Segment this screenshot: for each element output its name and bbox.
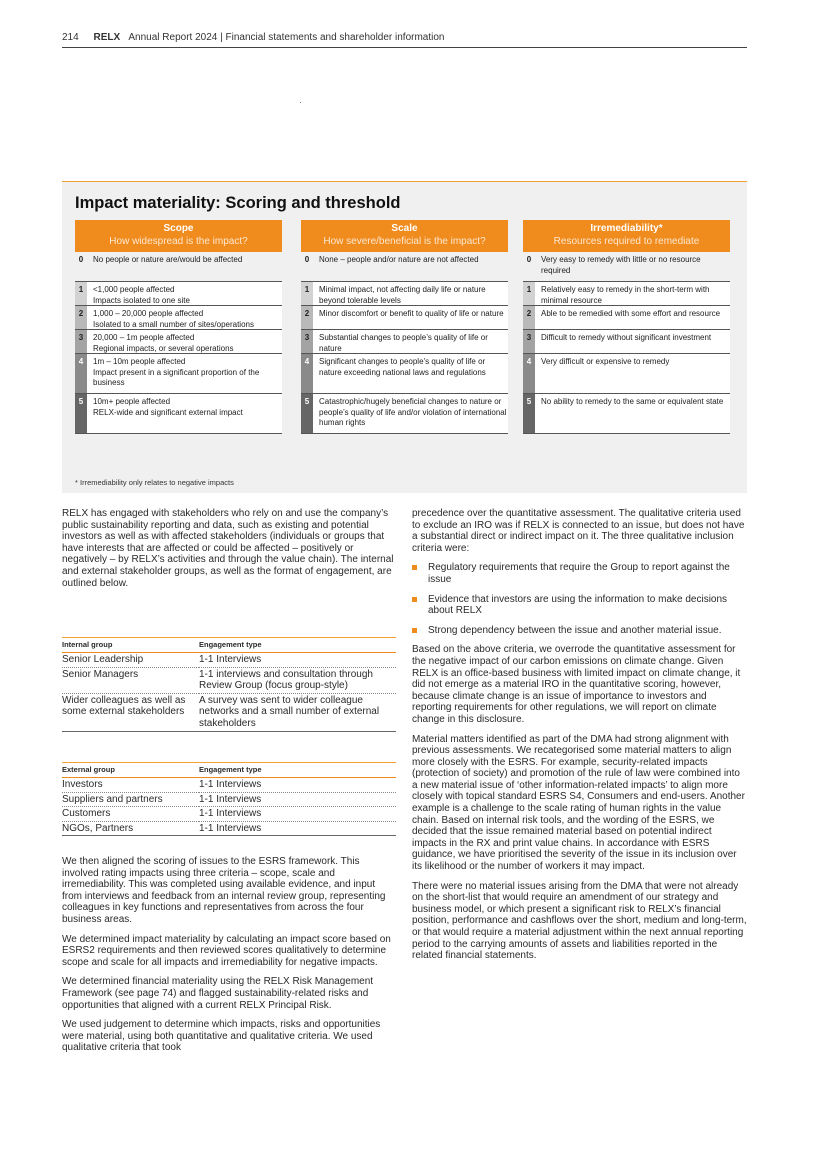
table-header: Engagement type xyxy=(199,638,396,653)
table-header: Engagement type xyxy=(199,763,396,778)
score-description: Catastrophic/hugely beneficial changes to nature or people’s quality of life and/or violation of international human rights xyxy=(313,394,508,433)
score-row xyxy=(301,282,508,306)
score-description: Substantial changes to people’s quality of life or nature xyxy=(313,330,508,353)
score-number: 5 xyxy=(523,394,535,433)
right-column xyxy=(412,508,748,970)
score-number: 5 xyxy=(301,394,313,433)
irremediability-column xyxy=(523,220,730,434)
score-number: 1 xyxy=(75,282,87,305)
group-cell: Wider colleagues as well as some external stakeholders xyxy=(62,693,199,731)
body-paragraph: Material matters identified as part of the DMA had strong alignment with previous assessments. We recategorised some material matters to align more closely with the ESRS. For example, security-related impacts (protection of society) and promotion of the rule of law were combined into a new material issue of ‘other information-related impacts’ to align more closely with topical standard ESRS S4, Consumers and end-users. Another example is a challenge to the scale rating of human rights in the value chain. Based on internal risk tools, and the wording of the ESRS, we decided that the issue remained material based on potential indirect impacts in the RX and print value chains. In accordance with ESRS guidance, we have prioritised the severity of the issue in its inclusion over its likelihood or the number of workers it may impact. xyxy=(412,733,745,873)
scale-column xyxy=(301,220,508,434)
score-row xyxy=(523,252,730,282)
group-cell: Senior Managers xyxy=(62,667,199,693)
score-number: 3 xyxy=(75,330,87,353)
score-description: No people or nature are/would be affected xyxy=(87,252,282,281)
score-description: Minor discomfort or benefit to quality of life or nature xyxy=(313,306,508,329)
score-row xyxy=(301,330,508,354)
body-paragraph: We used judgement to determine which impacts, risks and opportunities were material, using both quantitative and qualitative criteria. We used qualitative criteria that took xyxy=(62,1019,381,1054)
body-paragraph: There were no material issues arising from the DMA that were not already on the short-list that would require an amendment of our strategy and business model, or which present a significant risk to RELX’s financial position, performance and cashflows over the short, medium and long-term, or that would require a material adjustment within the next annual reporting period to the carrying amounts of assets and liabilities reported in the related financial statements. xyxy=(412,880,747,962)
score-row xyxy=(523,282,730,306)
score-row xyxy=(75,252,282,282)
score-number: 2 xyxy=(301,306,313,329)
table-row xyxy=(62,693,396,731)
internal-engagement-table xyxy=(62,637,396,732)
list-item: Strong dependency between the issue and another material issue. xyxy=(412,625,748,637)
column-subheading: Resources required to remediate xyxy=(553,236,700,247)
score-description: <1,000 people affected Impacts isolated to one site xyxy=(87,282,282,305)
score-row xyxy=(75,330,282,354)
table-row xyxy=(62,778,396,793)
scale-header xyxy=(301,220,508,252)
column-heading: Scope xyxy=(163,223,194,234)
score-row xyxy=(75,282,282,306)
column-subheading: How severe/beneficial is the impact? xyxy=(323,236,486,247)
table-row xyxy=(62,667,396,693)
irremediability-header xyxy=(523,220,730,252)
engagement-cell: 1-1 Interviews xyxy=(199,792,396,807)
body-paragraph: We determined impact materiality by calculating an impact score based on ESRS2 requirements and then reviewed scores qualitatively to determine scope and scale for all impacts and irremediability for negative impacts. xyxy=(62,933,391,968)
table-row xyxy=(62,821,396,836)
engagement-cell: 1-1 interviews and consultation through Review Group (focus group-style) xyxy=(199,667,396,693)
header-title: Annual Report 2024 | Financial statements and shareholder information xyxy=(128,32,445,43)
score-row xyxy=(523,354,730,394)
intro-paragraph: RELX has engaged with stakeholders who rely on and use the company’s public sustainability reporting and data, such as existing and potential investors as well as with affected stakeholders (individuals or groups that have interests that are affected or could be affected – positively or negatively – by RELX’s activities and through the value chain). The internal and external stakeholder groups, as well as the format of engagement, are outlined below. xyxy=(62,508,394,589)
score-row xyxy=(75,354,282,394)
score-description: 1m – 10m people affected Impact present in a significant proportion of the business xyxy=(87,354,282,393)
page-number: 214 xyxy=(62,32,79,43)
column-subheading: How widespread is the impact? xyxy=(109,236,248,247)
group-cell: Investors xyxy=(62,778,199,793)
scale-rows xyxy=(301,252,508,434)
group-cell: Suppliers and partners xyxy=(62,792,199,807)
score-description: 20,000 – 1m people affected Regional impacts, or several operations xyxy=(87,330,282,353)
column-heading: Irremediability* xyxy=(590,223,663,234)
score-number: 0 xyxy=(523,252,535,281)
body-paragraph: Based on the above criteria, we overrode the quantitative assessment for the negative impact of our carbon emissions on climate change. Given RELX is an office-based business with limited impact on climate change, it did not emerge as a material IRO in the quantitative scoring, however, because climate change is an issue of importance to investors and reporting requirements for other regulations, we will report on climate change in this disclosure. xyxy=(412,644,741,725)
group-cell: NGOs, Partners xyxy=(62,821,199,836)
group-cell: Senior Leadership xyxy=(62,653,199,668)
score-row xyxy=(523,306,730,330)
score-row xyxy=(75,394,282,434)
score-description: 10m+ people affected RELX-wide and significant external impact xyxy=(87,394,282,433)
engagement-cell: 1-1 Interviews xyxy=(199,778,396,793)
score-number: 0 xyxy=(301,252,313,281)
score-number: 2 xyxy=(75,306,87,329)
score-description: Very difficult or expensive to remedy xyxy=(535,354,730,393)
score-row xyxy=(301,252,508,282)
body-paragraph: We determined financial materiality using the RELX Risk Management Framework (see page 74) and flagged sustainability-related risks and opportunities that aligned with a current RELX Principal Risk. xyxy=(62,976,374,1011)
score-number: 4 xyxy=(75,354,87,393)
external-engagement-table xyxy=(62,762,396,836)
score-row xyxy=(523,330,730,354)
list-item: Evidence that investors are using the information to make decisions about RELX xyxy=(412,594,748,617)
column-heading: Scale xyxy=(391,223,418,234)
score-description: No ability to remedy to the same or equivalent state xyxy=(535,394,730,433)
table-row xyxy=(62,807,396,822)
score-row xyxy=(523,394,730,434)
score-number: 5 xyxy=(75,394,87,433)
table-row xyxy=(62,653,396,668)
scope-rows xyxy=(75,252,282,434)
score-number: 4 xyxy=(301,354,313,393)
brand-name: RELX xyxy=(93,32,121,43)
group-cell: Customers xyxy=(62,807,199,822)
score-row xyxy=(301,306,508,330)
score-description: None – people and/or nature are not affected xyxy=(313,252,508,281)
left-intro xyxy=(62,508,396,597)
score-row xyxy=(75,306,282,330)
table-row xyxy=(62,792,396,807)
score-description: Minimal impact, not affecting daily life or nature beyond tolerable levels xyxy=(313,282,508,305)
engagement-cell: 1-1 Interviews xyxy=(199,653,396,668)
score-description: 1,000 – 20,000 people affected Isolated to a small number of sites/operations xyxy=(87,306,282,329)
panel-footnote: * Irremediability only relates to negative impacts xyxy=(75,478,234,487)
table-header: Internal group xyxy=(62,638,199,653)
panel-title: Impact materiality: Scoring and threshold xyxy=(75,194,401,212)
left-paragraphs xyxy=(62,856,396,1062)
score-number: 3 xyxy=(301,330,313,353)
engagement-cell: A survey was sent to wider colleague networks and a small number of external stakeholders xyxy=(199,693,396,731)
scope-header xyxy=(75,220,282,252)
score-row xyxy=(301,354,508,394)
score-description: Relatively easy to remedy in the short-term with minimal resource xyxy=(535,282,730,305)
scope-column xyxy=(75,220,282,434)
body-paragraph: We then aligned the scoring of issues to the ESRS framework. This involved rating impacts using three criteria – scope, scale and irremediability. This was completed using available evidence, and input from interviews and feedback from an internal review group, representing colleagues in key functions and representatives from across the four business areas. xyxy=(62,856,386,925)
stray-dot xyxy=(300,102,301,103)
table-header: External group xyxy=(62,763,199,778)
body-paragraph: precedence over the quantitative assessment. The qualitative criteria used to exclude an IRO was if RELX is connected to an issue, but does not have a substantial direct or indirect impact on it. The three qualitative inclusion criteria were: xyxy=(412,508,745,554)
score-number: 1 xyxy=(301,282,313,305)
list-item: Regulatory requirements that require the Group to report against the issue xyxy=(412,562,748,585)
score-description: Difficult to remedy without significant investment xyxy=(535,330,730,353)
score-row xyxy=(301,394,508,434)
score-number: 1 xyxy=(523,282,535,305)
score-number: 4 xyxy=(523,354,535,393)
engagement-cell: 1-1 Interviews xyxy=(199,821,396,836)
score-description: Very easy to remedy with little or no resource required xyxy=(535,252,730,281)
score-description: Significant changes to people’s quality of life or nature exceeding national laws and regulations xyxy=(313,354,508,393)
irremediability-rows xyxy=(523,252,730,434)
engagement-cell: 1-1 Interviews xyxy=(199,807,396,822)
impact-materiality-panel xyxy=(62,181,747,493)
page-header xyxy=(62,32,747,48)
score-number: 0 xyxy=(75,252,87,281)
criteria-list xyxy=(412,562,748,636)
score-number: 2 xyxy=(523,306,535,329)
score-description: Able to be remedied with some effort and resource xyxy=(535,306,730,329)
score-number: 3 xyxy=(523,330,535,353)
